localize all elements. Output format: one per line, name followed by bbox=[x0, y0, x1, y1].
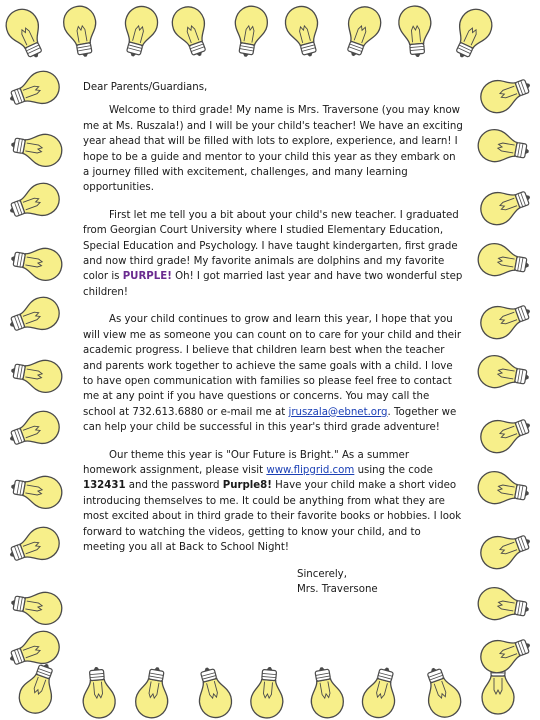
lightbulb-icon bbox=[476, 127, 532, 167]
lightbulb-icon bbox=[476, 526, 535, 574]
about-text-start: First let me tell you a bit about your child's new teacher. I graduated from Georgian Court University where I studied Elementary Education, Special Education and Psychology. I have taught kindergarten, first grade and now third grade! My favorite animals are dolphins and my favorite color is bbox=[83, 209, 459, 283]
favorite-color: PURPLE! bbox=[122, 271, 172, 283]
lightbulb-icon bbox=[5, 523, 64, 571]
lightbulb-icon bbox=[476, 296, 535, 344]
lightbulb-icon bbox=[80, 666, 116, 720]
contact-text-start: As your child continues to grow and learn this year, I hope that you will view me as someone you can count on to care for your child and their academic progress. I believe that children learn best when the teacher and parents work together to achieve the same goals with a child. I love to have open communication with families so please feel free to contact me at any point if you have questions or concerns. You may call the school at 732.613.6880 or e-mail me at bbox=[83, 314, 462, 418]
lightbulb-icon bbox=[1, 4, 52, 64]
theme-text-code-label: using the code bbox=[354, 464, 433, 476]
lightbulb-icon bbox=[9, 243, 65, 283]
salutation: Dear Parents/Guardians, bbox=[83, 82, 208, 93]
lightbulb-icon bbox=[5, 293, 64, 341]
lightbulb-icon bbox=[168, 2, 216, 61]
closing-block bbox=[297, 567, 465, 597]
lightbulb-icon bbox=[306, 665, 346, 720]
paragraph-welcome: Welcome to third grade! My name is Mrs. Traversone (you may know me at Ms. Ruszala!) and I will be your child's teacher! We have an exciting year ahead that will be filled with lots to explore, experience, and learn! I hope to be a guide and mentor to your child this year as they embark on a journey filled with excitement, challenges, and many learning opportunities. bbox=[83, 105, 463, 194]
lightbulb-icon bbox=[397, 5, 433, 59]
letter-body bbox=[83, 80, 465, 597]
contact-text-end: . Together we can help your child be successful in this year's third grade adventure! bbox=[83, 406, 457, 434]
lightbulb-icon bbox=[5, 407, 64, 455]
lightbulb-icon bbox=[476, 70, 535, 118]
lightbulb-icon bbox=[133, 665, 173, 720]
lightbulb-icon bbox=[9, 587, 65, 627]
lightbulb-icon bbox=[476, 410, 535, 458]
flipgrid-link[interactable]: www.flipgrid.com bbox=[266, 464, 355, 476]
flipgrid-password: Purple8! bbox=[222, 480, 272, 492]
theme-text-end: Have your child make a short video introducing themselves to me. It could be anything from what they are most excited about in third grade to their favorite books or hobbies. I look forward to watching the videos, getting to know your child, and to meeting you all at Back to School Night! bbox=[83, 480, 462, 553]
theme-text-start: Our theme this year is "Our Future is Bright." As a summer homework assignment, please visit bbox=[83, 449, 410, 476]
about-text-end: Oh! I got married last year and have two wonderful step children! bbox=[83, 271, 463, 298]
lightbulb-icon bbox=[338, 2, 386, 61]
lightbulb-icon bbox=[476, 241, 532, 281]
lightbulb-icon bbox=[476, 353, 532, 393]
lightbulb-icon bbox=[9, 355, 65, 395]
lightbulb-icon bbox=[230, 4, 270, 60]
lightbulb-icon bbox=[9, 471, 65, 511]
lightbulb-icon bbox=[117, 3, 161, 61]
lightbulb-icon bbox=[191, 664, 235, 720]
email-link[interactable]: jruszala@ebnet.org bbox=[288, 406, 388, 418]
lightbulb-icon bbox=[249, 666, 285, 720]
paragraph-about-teacher bbox=[83, 208, 465, 300]
lightbulb-icon bbox=[15, 659, 63, 718]
lightbulb-icon bbox=[5, 179, 64, 227]
lightbulb-icon bbox=[476, 585, 532, 625]
closing-word: Sincerely, bbox=[297, 569, 347, 581]
flipgrid-code: 132431 bbox=[83, 480, 126, 492]
lightbulb-icon bbox=[359, 664, 403, 720]
paragraph-theme bbox=[83, 448, 465, 556]
signature-name: Mrs. Traversone bbox=[297, 584, 378, 596]
lightbulb-icon bbox=[5, 627, 64, 675]
theme-text-password-label: and the password bbox=[125, 480, 223, 492]
lightbulb-icon bbox=[5, 67, 64, 115]
lightbulb-icon bbox=[282, 3, 326, 61]
lightbulb-icon bbox=[61, 4, 101, 60]
lightbulb-icon bbox=[418, 663, 466, 720]
lightbulb-icon bbox=[447, 4, 498, 64]
lightbulb-icon bbox=[476, 182, 535, 230]
paragraph-contact bbox=[83, 312, 465, 435]
lightbulb-icon bbox=[476, 469, 532, 509]
lightbulb-icon bbox=[9, 129, 65, 169]
lightbulb-icon bbox=[476, 630, 535, 678]
